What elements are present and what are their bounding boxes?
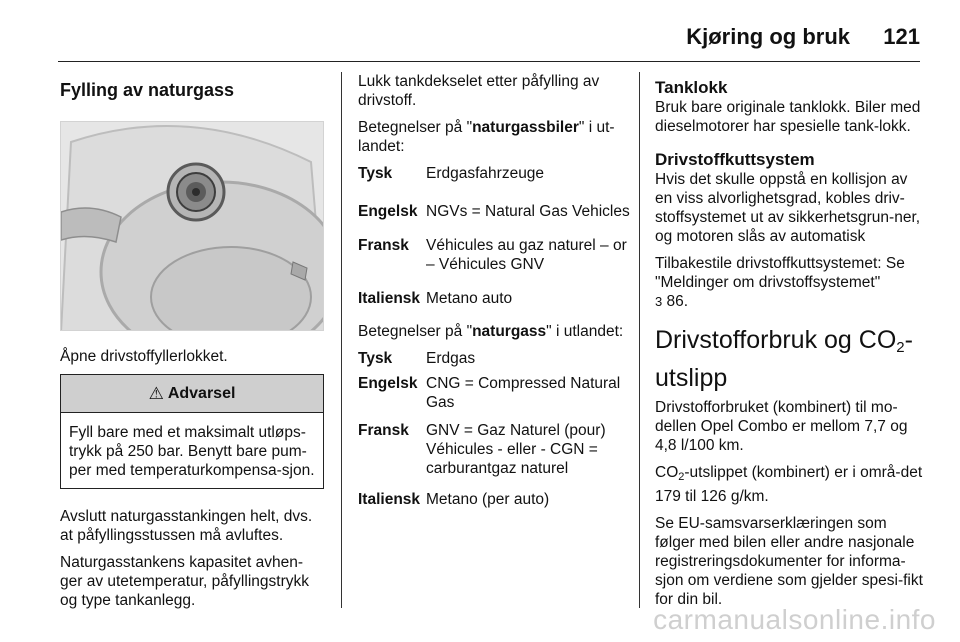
co2-subscript: 2 [678,471,685,483]
term-value: Erdgas [426,350,476,367]
paragraph-capacity: Naturgasstankens kapasitet avhen-ger av utetemperatur, påfyllingstrykk og type tankanlegg. [60,554,309,609]
term-value: Erdgasfahrzeuge [426,165,545,182]
term-row [358,236,630,274]
term-language: Fransk [358,422,409,439]
terms-gas-list [358,349,630,509]
heading-fuel-cutoff: Drivstoffkuttsystem [655,150,815,169]
term-row [358,349,630,368]
term-language: Tysk [358,165,393,182]
term-value: Metano (per auto) [426,491,550,508]
co2-text: CO [655,464,679,481]
term-value: GNV = Gaz Naturel (pour) Véhicules - eller - CGN = carburantgaz naturel [426,422,606,477]
term-row [358,202,630,221]
paragraph-eu-declaration: Se EU-samsvarserklæringen som følger med bilen eller andre nasjonale registreringsdokumenter for informa-sjon om verdiene som gjelder spesi-fikt for din bil. [655,515,923,608]
intro-bold-term: naturgassbiler [472,119,579,136]
column-divider-1 [341,72,342,608]
figure-caption: Åpne drivstoffyllerlokket. [60,348,228,365]
column-2 [358,72,630,523]
term-row [358,289,630,308]
term-value: Véhicules au gaz naturel – or – Véhicules GNV [426,237,627,273]
intro-text: " i utlandet: [546,323,624,340]
intro-bold-term: naturgass [472,323,547,340]
column-divider-2 [639,72,640,608]
term-row [358,164,630,183]
heading-text: utslipp [655,364,728,392]
page-reference-icon: 3 [655,294,663,309]
paragraph-tanklokk: Bruk bare originale tanklokk. Biler med dieselmotorer har spesielle tank-lokk. [655,99,921,135]
paragraph-fuel-cutoff: Hvis det skulle oppstå en kollisjon av en viss alvorlighetsgrad, kobles driv-stoffsystemet ut av sikkerhetsgrun-ner, og motoren slås av automatisk [655,171,921,245]
page-reference-link[interactable]: 86. [666,293,689,310]
term-value: NGVs = Natural Gas Vehicles [426,203,630,220]
intro-text: Betegnelser på " [358,323,473,340]
fuel-filler-illustration [61,122,324,331]
heading-text: - [904,326,913,354]
term-row [358,421,630,478]
paragraph-co2 [655,463,923,506]
term-language: Engelsk [358,203,418,220]
warning-title: Advarsel [167,384,236,402]
term-language: Fransk [358,237,409,254]
warning-box [60,374,324,489]
column-3 [655,72,923,617]
watermark: carmanualsonline.info [653,604,936,635]
term-value: Metano auto [426,290,513,307]
paragraph-consumption: Drivstofforbruket (kombinert) til mo-dellen Opel Combo er mellom 7,7 og 4,8 l/100 km. [655,399,908,454]
column-1 [60,72,324,618]
paragraph-venting: Avslutt naturgasstankingen helt, dvs. at påfyllingsstussen må avluftes. [60,508,313,544]
term-language: Italiensk [358,290,421,307]
term-language: Engelsk [358,375,418,392]
intro-text: Betegnelser på " [358,119,473,136]
term-row [358,490,630,509]
terms-gas-intro [358,322,630,341]
warning-text: Fyll bare med et maksimalt utløps-trykk på 250 bar. Benytt bare pum-per med temperaturkompensa-sjon. [69,424,315,479]
term-row [358,374,630,412]
heading-consumption-emissions [655,325,923,394]
terms-vehicles-list [358,164,630,308]
paragraph-reset [655,254,923,311]
co2-text: -utslippet (kombinert) er i områ-det 179 til 126 g/km. [655,464,923,505]
term-language: Tysk [358,350,393,367]
warning-header [61,375,323,413]
paragraph-close-cap: Lukk tankdekselet etter påfylling av drivstoff. [358,73,600,109]
term-language: Italiensk [358,491,421,508]
term-value: CNG = Compressed Natural Gas [426,375,621,411]
heading-subscript: 2 [896,339,905,356]
heading-text: Drivstofforbruk og CO [655,326,897,354]
reset-text: Tilbakestile drivstoffkuttsystemet: Se "Meldinger om drivstoffsystemet" [655,255,905,291]
terms-vehicles-intro [358,118,630,156]
page-number: 121 [883,24,920,49]
warning-triangle-icon: ⚠ [148,383,164,403]
page-header [58,18,920,62]
fuel-filler-figure [60,121,324,331]
intro-text: " i ut-landet: [358,119,615,155]
heading-tanklokk: Tanklokk [655,78,728,97]
header-title: Kjøring og bruk [686,24,850,49]
section-heading-natural-gas: Fylling av naturgass [60,80,235,100]
